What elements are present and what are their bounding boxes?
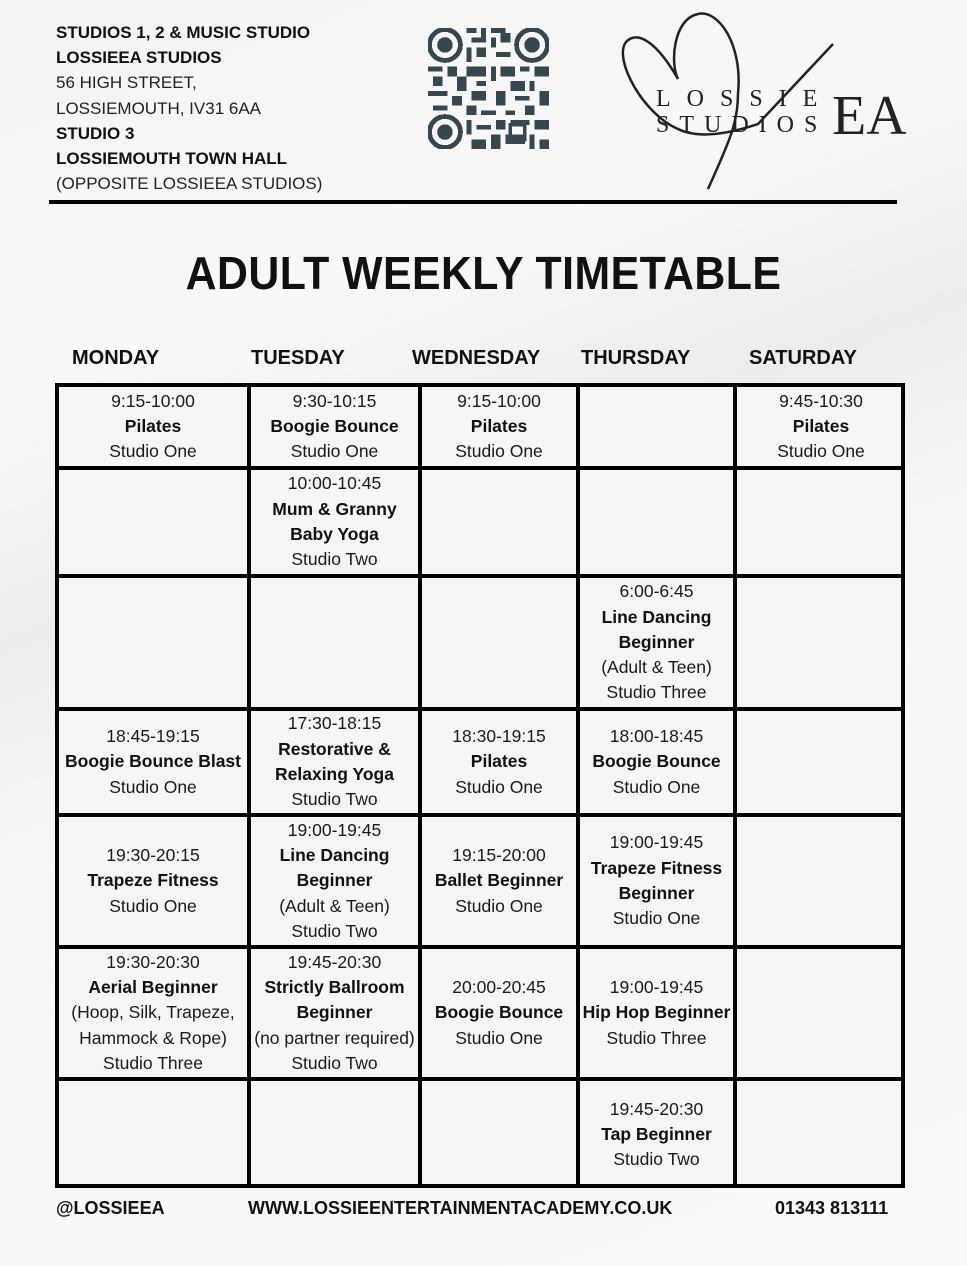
class-time: 17:30-18:15	[287, 713, 382, 734]
timetable-cell-wednesday	[422, 1081, 576, 1188]
class-time: 10:00-10:45	[287, 473, 382, 494]
studio-name: Studio One	[777, 441, 865, 462]
timetable-cell-thursday	[580, 578, 733, 707]
timetable-cell-saturday	[737, 387, 905, 466]
class-name: Restorative & Relaxing Yoga	[275, 738, 394, 784]
grid-row-line	[55, 1184, 905, 1188]
studio-name: Studio Two	[291, 920, 378, 941]
timetable-cell-wednesday	[422, 949, 576, 1077]
class-name: Boogie Bounce Blast	[65, 751, 241, 772]
logo-wordmark	[656, 85, 907, 147]
studio-name: Studio One	[109, 441, 197, 462]
grid-column-line	[418, 383, 422, 1188]
timetable-cell-monday	[59, 578, 247, 707]
day-header-wednesday: WEDNESDAY	[412, 347, 541, 369]
grid-row-line	[55, 1077, 905, 1081]
class-note: (Adult & Teen)	[601, 657, 712, 678]
grid-row-line	[55, 945, 905, 949]
grid-row-line	[55, 574, 905, 578]
day-header-monday: MONDAY	[72, 347, 160, 369]
timetable-cell-tuesday	[251, 387, 418, 466]
logo-line-studios: STUDIOS	[656, 112, 828, 138]
logo-line-lossie: LOSSIE	[656, 86, 834, 112]
class-time: 18:30-19:15	[452, 726, 546, 747]
page-title: ADULT WEEKLY TIMETABLE	[185, 247, 782, 299]
address-line: STUDIOS 1, 2 & MUSIC STUDIO	[56, 23, 311, 42]
class-name: Line Dancing Beginner	[601, 606, 712, 652]
class-time: 19:00-19:45	[609, 832, 704, 853]
class-name: Trapeze Fitness	[87, 870, 219, 891]
timetable-cell-thursday	[580, 711, 733, 813]
studio-name: Studio One	[612, 908, 701, 929]
timetable-cell-monday	[59, 949, 247, 1077]
studio-address-block	[56, 20, 322, 196]
timetable-cell-saturday	[737, 470, 905, 574]
class-name: Pilates	[470, 415, 528, 436]
timetable-cell-monday	[59, 470, 247, 574]
day-header-saturday: SATURDAY	[749, 347, 857, 369]
class-note: (Adult & Teen)	[279, 895, 390, 916]
logo-mark-ea: EA	[832, 85, 907, 147]
class-time: 19:45-20:30	[609, 1098, 704, 1119]
grid-column-line	[247, 383, 251, 1188]
class-note: (no partner required)	[254, 1027, 415, 1048]
class-name: Trapeze Fitness Beginner	[590, 857, 723, 903]
timetable-cell-thursday	[580, 949, 733, 1077]
timetable-cell-tuesday	[251, 949, 418, 1077]
class-time: 6:00-6:45	[619, 581, 694, 602]
class-time: 19:30-20:15	[106, 845, 200, 866]
day-header-thursday: THURSDAY	[581, 347, 691, 369]
class-time: 20:00-20:45	[452, 977, 546, 998]
timetable-cell-tuesday	[251, 1081, 418, 1188]
studio-name: Studio Three	[606, 1027, 707, 1048]
timetable-cell-saturday	[737, 817, 905, 945]
grid-row-line	[55, 707, 905, 711]
studio-name: Studio One	[455, 1027, 543, 1048]
address-line: LOSSIEMOUTH TOWN HALL	[56, 149, 288, 169]
class-time: 9:15-10:00	[457, 390, 541, 411]
class-name: Boogie Bounce	[592, 751, 721, 772]
timetable-cell-monday	[59, 711, 247, 813]
class-name: Pilates	[124, 415, 182, 436]
timetable-cell-wednesday	[422, 387, 576, 466]
grid-row-line	[55, 383, 905, 387]
timetable-cell-wednesday	[422, 817, 576, 945]
class-time: 9:45-10:30	[779, 390, 863, 411]
studio-name: Studio Two	[291, 549, 378, 570]
class-name: Pilates	[792, 415, 850, 436]
timetable-cell-tuesday	[251, 711, 418, 813]
studio-name: Studio One	[455, 441, 543, 462]
timetable-cell-thursday	[580, 470, 733, 574]
grid-column-line	[733, 383, 737, 1188]
address-line: LOSSIEMOUTH, IV31 6AA	[56, 98, 262, 118]
studio-name: Studio One	[290, 441, 379, 462]
qr-code-icon[interactable]	[428, 28, 549, 149]
class-note: (Hoop, Silk, Trapeze, Hammock & Rope)	[71, 1002, 235, 1048]
timetable-cell-thursday	[580, 1081, 733, 1188]
grid-column-line	[901, 383, 905, 1188]
studio-name: Studio One	[455, 895, 543, 916]
studio-name: Studio One	[109, 895, 197, 916]
class-time: 18:45-19:15	[106, 726, 200, 747]
lossie-studios-ea-logo	[618, 4, 908, 194]
class-time: 18:00-18:45	[609, 726, 704, 747]
class-name: Ballet Beginner	[434, 870, 564, 891]
class-time: 19:00-19:45	[287, 819, 382, 840]
timetable-grid	[55, 383, 905, 1188]
class-name: Pilates	[470, 751, 528, 772]
class-name: Tap Beginner	[601, 1123, 712, 1144]
address-line: 56 HIGH STREET,	[56, 73, 197, 93]
grid-column-line	[576, 383, 580, 1188]
class-name: Line Dancing Beginner	[279, 845, 390, 891]
class-name: Boogie Bounce	[434, 1002, 564, 1023]
timetable-cell-monday	[59, 817, 247, 945]
grid-row-line	[55, 813, 905, 817]
social-handle[interactable]: @LOSSIEEA	[56, 1198, 165, 1218]
timetable-cell-monday	[59, 387, 247, 466]
header-divider	[49, 200, 897, 204]
class-time: 19:15-20:00	[452, 845, 546, 866]
class-time: 19:00-19:45	[609, 977, 704, 998]
website-link[interactable]: WWW.LOSSIEENTERTAINMENTACADEMY.CO.UK	[248, 1198, 673, 1218]
timetable-cell-monday	[59, 1081, 247, 1188]
studio-name: Studio One	[455, 776, 543, 797]
timetable-cell-saturday	[737, 949, 905, 1077]
timetable-cell-tuesday	[251, 470, 418, 574]
address-line: (OPPOSITE LOSSIEEA STUDIOS)	[56, 174, 323, 194]
timetable-cell-thursday	[580, 387, 733, 466]
timetable-cell-saturday	[737, 711, 905, 813]
timetable-cell-wednesday	[422, 470, 576, 574]
timetable-cell-tuesday	[251, 817, 418, 945]
class-time: 19:45-20:30	[287, 951, 382, 972]
studio-name: Studio One	[612, 776, 701, 797]
timetable-cell-wednesday	[422, 578, 576, 707]
studio-name: Studio Three	[103, 1052, 203, 1073]
class-time: 9:15-10:00	[111, 390, 195, 411]
day-header-tuesday: TUESDAY	[251, 347, 345, 369]
timetable-cell-thursday	[580, 817, 733, 945]
class-name: Mum & Granny Baby Yoga	[272, 498, 397, 544]
studio-name: Studio Two	[291, 1052, 378, 1073]
timetable-cell-saturday	[737, 1081, 905, 1188]
grid-column-line	[55, 383, 59, 1188]
grid-row-line	[55, 466, 905, 470]
class-time: 19:30-20:30	[106, 951, 200, 972]
class-name: Hip Hop Beginner	[582, 1002, 731, 1023]
phone-number[interactable]: 01343 813111	[775, 1198, 889, 1218]
class-name: Strictly Ballroom Beginner	[264, 977, 405, 1023]
studio-name: Studio Two	[613, 1149, 700, 1170]
studio-name: Studio One	[109, 776, 197, 797]
timetable-cell-wednesday	[422, 711, 576, 813]
studio-name: Studio Two	[291, 789, 378, 810]
address-line: STUDIO 3	[56, 123, 135, 143]
timetable-cell-tuesday	[251, 578, 418, 707]
class-time: 9:30-10:15	[292, 390, 377, 411]
class-name: Aerial Beginner	[88, 977, 218, 998]
class-name: Boogie Bounce	[270, 415, 399, 436]
address-line: LOSSIEEA STUDIOS	[56, 48, 222, 68]
timetable-cell-saturday	[737, 578, 905, 707]
studio-name: Studio Three	[606, 682, 707, 703]
